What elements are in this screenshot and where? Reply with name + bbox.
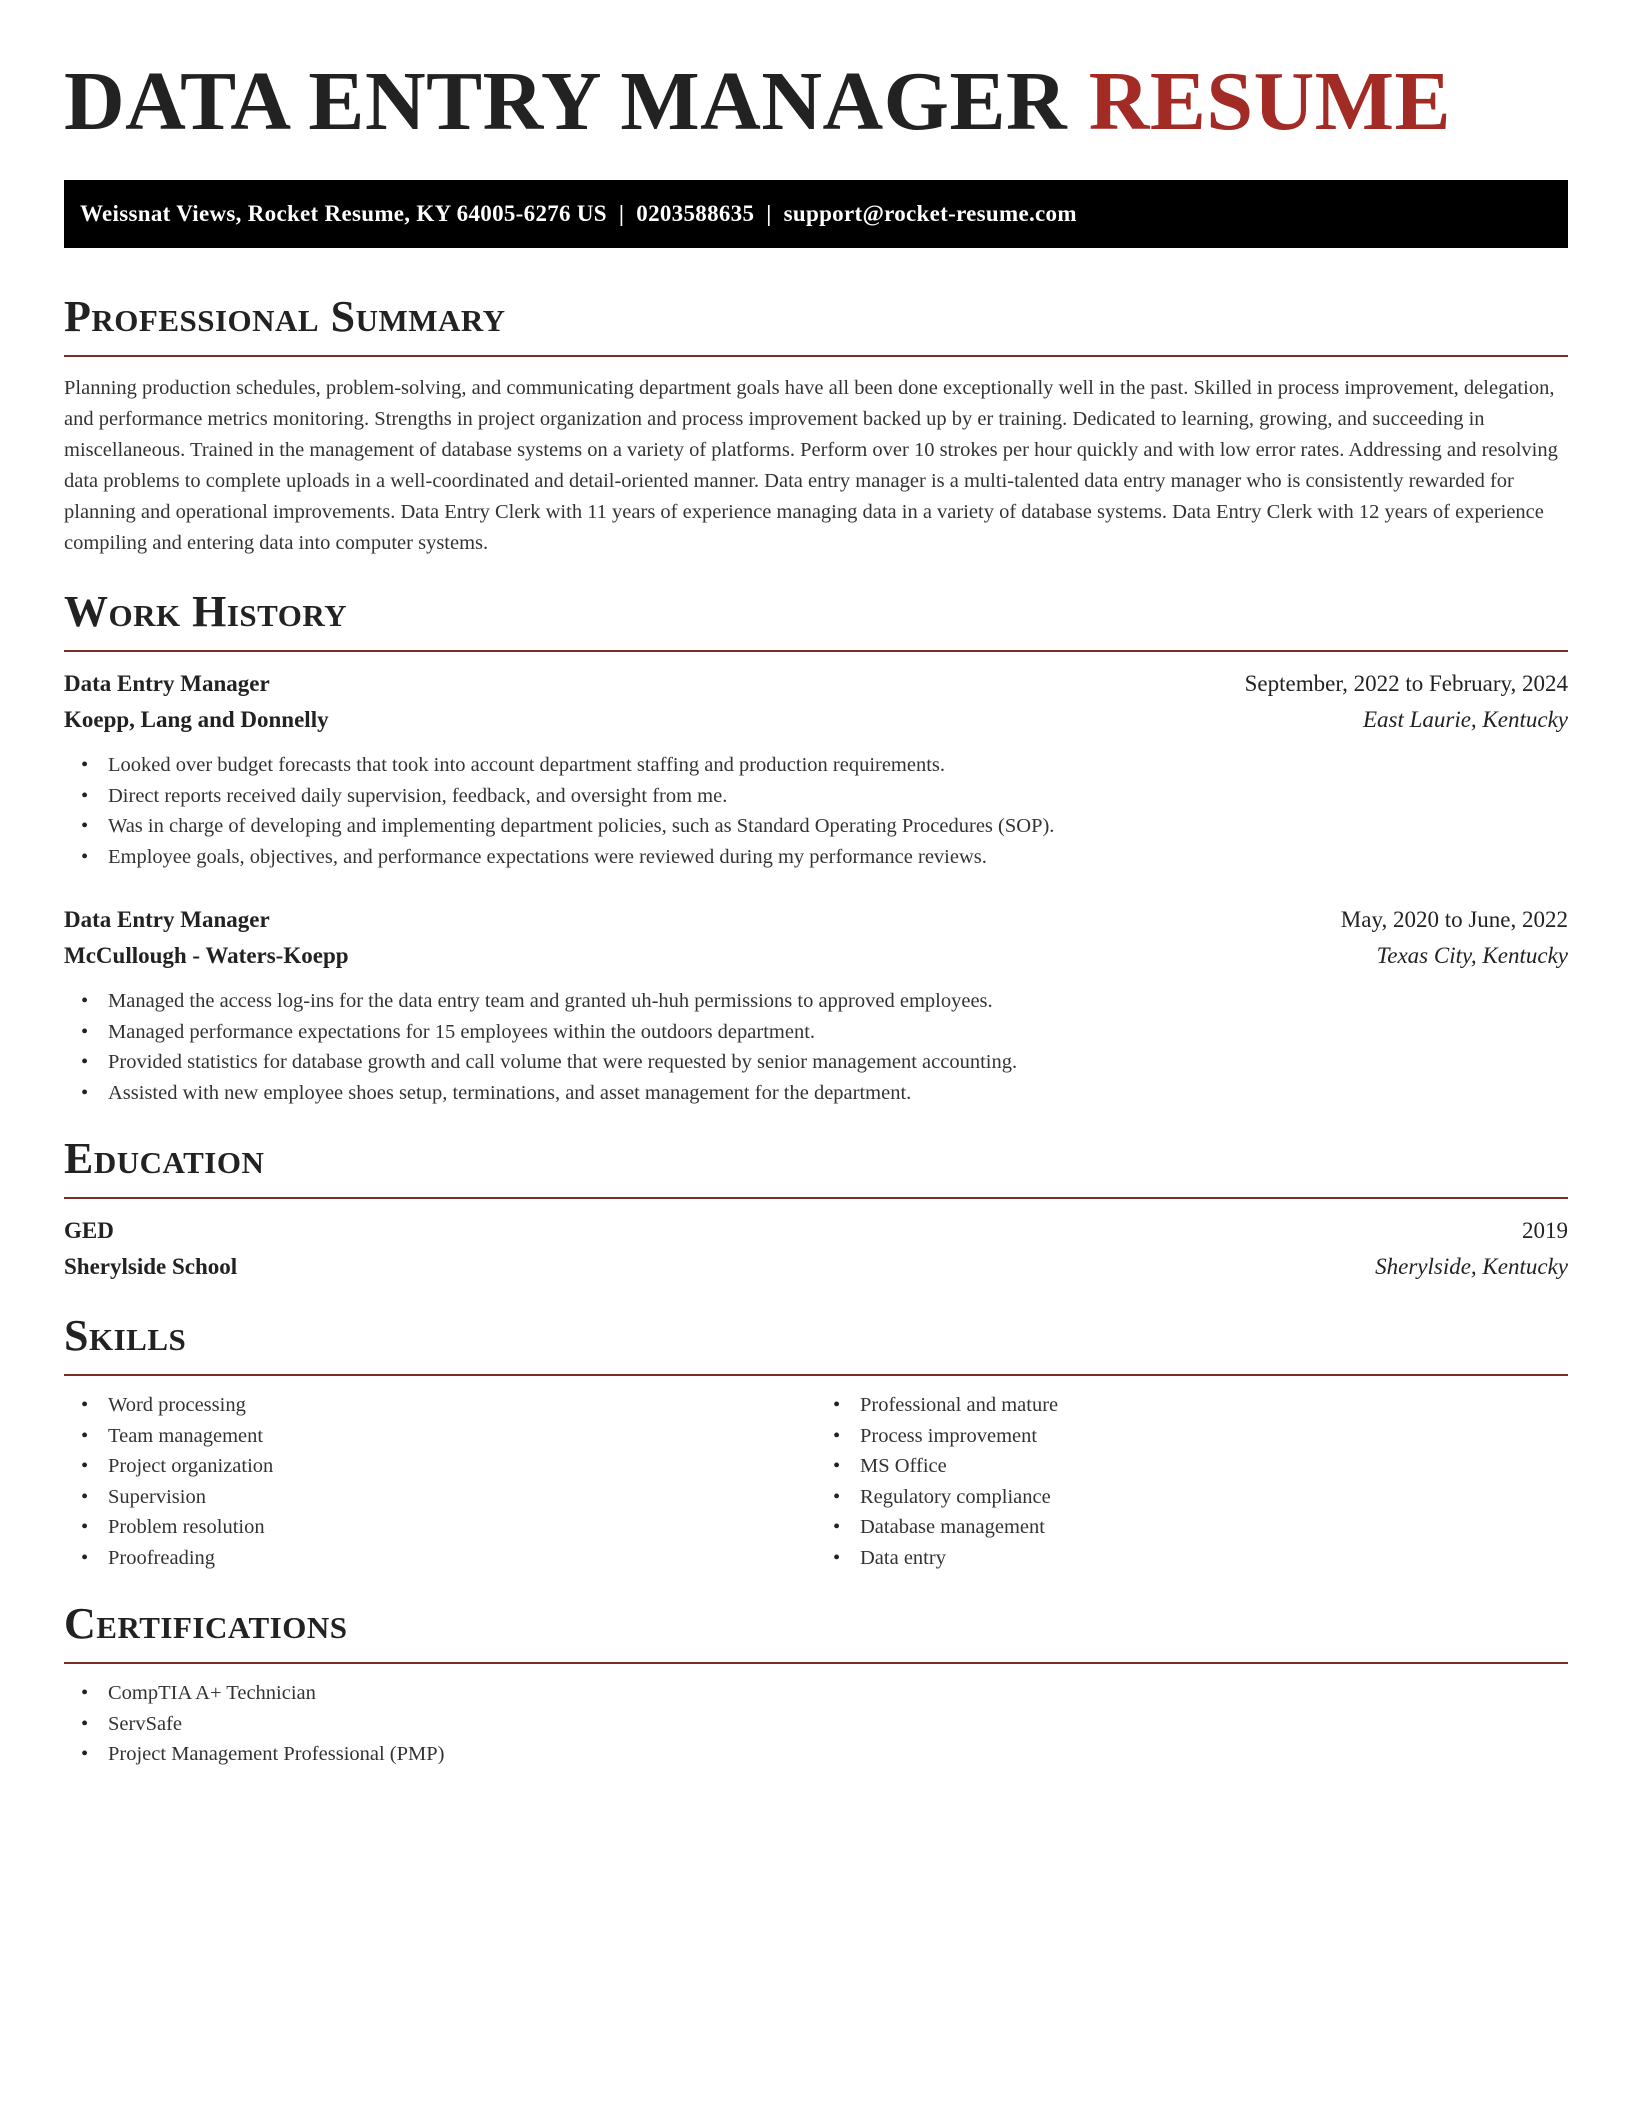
work-history-section bbox=[64, 586, 1568, 1108]
contact-email: support@rocket-resume.com bbox=[783, 201, 1077, 226]
job-location: Texas City, Kentucky bbox=[1376, 943, 1568, 968]
job-company-row bbox=[64, 938, 1568, 974]
skills-list bbox=[64, 1390, 816, 1573]
section-heading-skills: Skills bbox=[64, 1311, 187, 1360]
education-school-row bbox=[64, 1249, 1568, 1285]
resume-title bbox=[64, 52, 1568, 152]
contact-bar bbox=[64, 180, 1568, 248]
section-heading-certifications: Certifications bbox=[64, 1599, 348, 1648]
skill-item: • MS Office bbox=[860, 1451, 1568, 1482]
job-entry bbox=[64, 902, 1568, 1108]
job-bullets bbox=[64, 986, 1568, 1108]
job-company-row bbox=[64, 702, 1568, 738]
contact-address: Weissnat Views, Rocket Resume, KY 64005-6276 US bbox=[80, 201, 607, 226]
skills-column-right bbox=[816, 1390, 1568, 1573]
skills-section bbox=[64, 1310, 1568, 1573]
section-divider bbox=[64, 1374, 1568, 1376]
skill-item: • Proofreading bbox=[108, 1543, 816, 1574]
skill-item: • Professional and mature bbox=[860, 1390, 1568, 1421]
job-bullet: • Was in charge of developing and implementing department policies, such as Standard Operating Procedures (SOP). bbox=[108, 811, 1568, 842]
title-main: DATA ENTRY MANAGER bbox=[64, 55, 1068, 148]
job-company: Koepp, Lang and Donnelly bbox=[64, 707, 329, 732]
contact-separator: | bbox=[618, 201, 625, 226]
education-location: Sherylside, Kentucky bbox=[1375, 1254, 1568, 1279]
job-header-row bbox=[64, 902, 1568, 938]
skill-item: • Process improvement bbox=[860, 1421, 1568, 1452]
certifications-section bbox=[64, 1598, 1568, 1770]
skill-item: • Team management bbox=[108, 1421, 816, 1452]
contact-phone: 0203588635 bbox=[636, 201, 755, 226]
skill-item: • Problem resolution bbox=[108, 1512, 816, 1543]
job-bullet: • Managed the access log-ins for the data entry team and granted uh-huh permissions to approved employees. bbox=[108, 986, 1568, 1017]
education-degree: GED bbox=[64, 1218, 114, 1243]
skill-item: • Project organization bbox=[108, 1451, 816, 1482]
job-bullet: • Managed performance expectations for 15 employees within the outdoors department. bbox=[108, 1017, 1568, 1048]
section-heading-work: Work History bbox=[64, 587, 348, 636]
skills-grid bbox=[64, 1390, 1568, 1573]
job-bullet: • Direct reports received daily supervision, feedback, and oversight from me. bbox=[108, 781, 1568, 812]
job-title: Data Entry Manager bbox=[64, 907, 270, 932]
title-accent: RESUME bbox=[1088, 55, 1452, 148]
section-divider bbox=[64, 1662, 1568, 1664]
skill-item: • Database management bbox=[860, 1512, 1568, 1543]
job-bullet: • Employee goals, objectives, and performance expectations were reviewed during my performance reviews. bbox=[108, 842, 1568, 873]
section-divider bbox=[64, 1197, 1568, 1199]
job-dates: September, 2022 to February, 2024 bbox=[1244, 671, 1568, 696]
section-divider bbox=[64, 650, 1568, 652]
job-company: McCullough - Waters-Koepp bbox=[64, 943, 349, 968]
job-dates: May, 2020 to June, 2022 bbox=[1340, 907, 1568, 932]
job-entry bbox=[64, 666, 1568, 872]
certification-item: • Project Management Professional (PMP) bbox=[108, 1739, 1568, 1770]
certifications-list bbox=[64, 1678, 1568, 1770]
job-title: Data Entry Manager bbox=[64, 671, 270, 696]
summary-section bbox=[64, 291, 1568, 559]
job-bullet: • Provided statistics for database growth and call volume that were requested by senior management accounting. bbox=[108, 1047, 1568, 1078]
skills-column-left bbox=[64, 1390, 816, 1573]
education-year: 2019 bbox=[1522, 1218, 1568, 1243]
contact-separator: | bbox=[766, 201, 772, 226]
skill-item: • Regulatory compliance bbox=[860, 1482, 1568, 1513]
summary-text: Planning production schedules, problem-solving, and communicating department goals have all been done exceptionally well in the past. Skilled in process improvement, delegation, and performance metrics monitoring. Strengths in project organization and process improvement backed up by er training. Dedicated to learning, growing, and succeeding in miscellaneous. Trained in the management of database systems on a variety of platforms. Perform over 10 strokes per hour quickly and with low error rates. Addressing and resolving data problems to complete uploads in a well-coordinated and detail-oriented manner. Data entry manager is a multi-talented data entry manager who is consistently rewarded for planning and operational improvements. Data Entry Clerk with 11 years of experience managing data in a variety of database systems. Data Entry Clerk with 12 years of experience compiling and entering data into computer systems. bbox=[64, 377, 1558, 554]
skills-list bbox=[816, 1390, 1568, 1573]
job-bullet: • Assisted with new employee shoes setup, terminations, and asset management for the department. bbox=[108, 1078, 1568, 1109]
skill-item: • Data entry bbox=[860, 1543, 1568, 1574]
job-bullet: • Looked over budget forecasts that took into account department staffing and production requirements. bbox=[108, 750, 1568, 781]
skill-item: • Word processing bbox=[108, 1390, 816, 1421]
education-section bbox=[64, 1133, 1568, 1285]
education-degree-row bbox=[64, 1213, 1568, 1249]
job-location: East Laurie, Kentucky bbox=[1362, 707, 1568, 732]
certification-item: • ServSafe bbox=[108, 1709, 1568, 1740]
job-bullets bbox=[64, 750, 1568, 872]
section-heading-summary: Professional Summary bbox=[64, 292, 506, 341]
certification-item: • CompTIA A+ Technician bbox=[108, 1678, 1568, 1709]
section-heading-education: Education bbox=[64, 1134, 265, 1183]
education-entry bbox=[64, 1213, 1568, 1285]
section-divider bbox=[64, 355, 1568, 357]
skill-item: • Supervision bbox=[108, 1482, 816, 1513]
education-school: Sherylside School bbox=[64, 1254, 238, 1279]
job-header-row bbox=[64, 666, 1568, 702]
